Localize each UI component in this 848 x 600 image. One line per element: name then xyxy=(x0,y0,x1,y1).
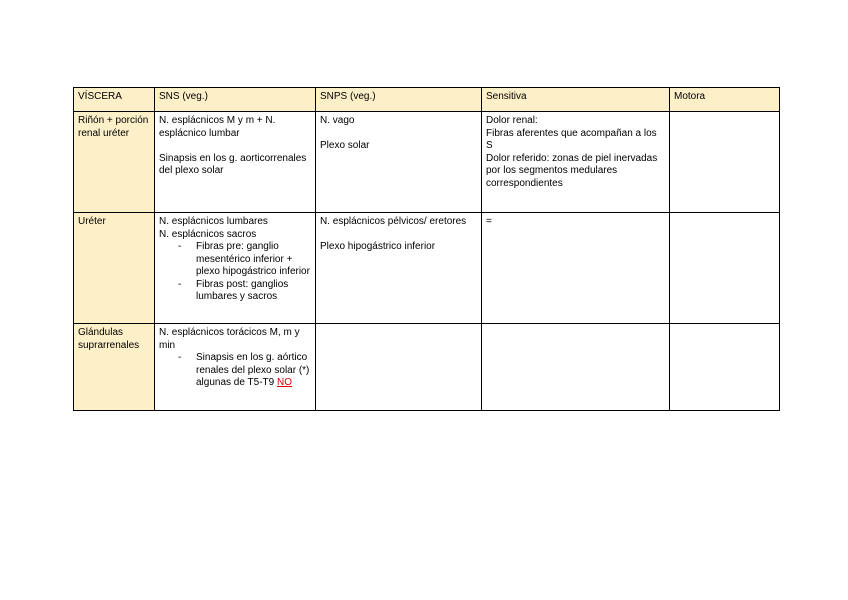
header-sns: SNS (veg.) xyxy=(155,88,316,112)
motora-cell xyxy=(670,324,780,411)
list-item-text: Sinapsis en los g. aórtico renales del plexo solar (*) algunas de T5-T9 xyxy=(196,352,310,388)
header-sensitiva: Sensitiva xyxy=(482,88,670,112)
table-row xyxy=(74,112,780,213)
header-viscera: VÍSCERA xyxy=(74,88,155,112)
sns-cell xyxy=(155,213,316,324)
table-row xyxy=(74,213,780,324)
sns-bullet-list xyxy=(159,352,311,390)
snps-cell xyxy=(316,213,482,324)
sns-text: N. esplácnicos torácicos M, m y min xyxy=(159,327,300,351)
header-motora: Motora xyxy=(670,88,780,112)
snps-text: Plexo hipogástrico inferior xyxy=(320,241,436,252)
innervation-table xyxy=(73,87,780,411)
list-item: - Fibras post: ganglios lumbares y sacros xyxy=(196,279,311,304)
sns-text: N. esplácnicos M y m + N. esplácnico lumbar xyxy=(159,115,276,139)
sns-text: N. esplácnicos sacros xyxy=(159,228,257,240)
motora-cell xyxy=(670,213,780,324)
snps-cell xyxy=(316,324,482,411)
sns-bullet-list xyxy=(159,241,311,304)
sensitiva-cell xyxy=(482,213,670,324)
sns-cell xyxy=(155,112,316,213)
sensitiva-cell xyxy=(482,324,670,411)
no-link[interactable]: NO xyxy=(276,377,292,388)
header-snps: SNPS (veg.) xyxy=(316,88,482,112)
table-row xyxy=(74,324,780,411)
sns-cell xyxy=(155,324,316,411)
snps-text: Plexo solar xyxy=(320,140,370,151)
list-item xyxy=(196,352,311,390)
motora-cell xyxy=(670,112,780,213)
sensitiva-text: Dolor referido: zonas de piel inervadas por los segmentos medulares correspondientes xyxy=(486,152,658,189)
snps-text: N. esplácnicos pélvicos/ eretores xyxy=(320,216,467,227)
snps-cell xyxy=(316,112,482,213)
sensitiva-text: Dolor renal: xyxy=(486,115,538,126)
table-header-row xyxy=(74,88,780,112)
viscera-cell xyxy=(74,112,155,213)
viscera-label: Uréter xyxy=(78,216,106,227)
viscera-label: Glándulas suprarrenales xyxy=(78,327,140,351)
sensitiva-cell xyxy=(482,112,670,213)
sensitiva-text: = xyxy=(486,216,492,227)
viscera-cell xyxy=(74,324,155,411)
sns-text: Sinapsis en los g. aorticorrenales del plexo solar xyxy=(159,152,307,176)
viscera-cell xyxy=(74,213,155,324)
viscera-label: Riñón + porción renal uréter xyxy=(78,115,149,139)
snps-text: N. vago xyxy=(320,115,355,126)
sns-text: N. esplácnicos lumbares xyxy=(159,216,268,227)
list-item: - Fibras pre: ganglio mesentérico inferior + plexo hipogástrico inferior xyxy=(196,241,311,279)
sensitiva-text: Fibras aferentes que acompañan a los S xyxy=(486,127,657,151)
